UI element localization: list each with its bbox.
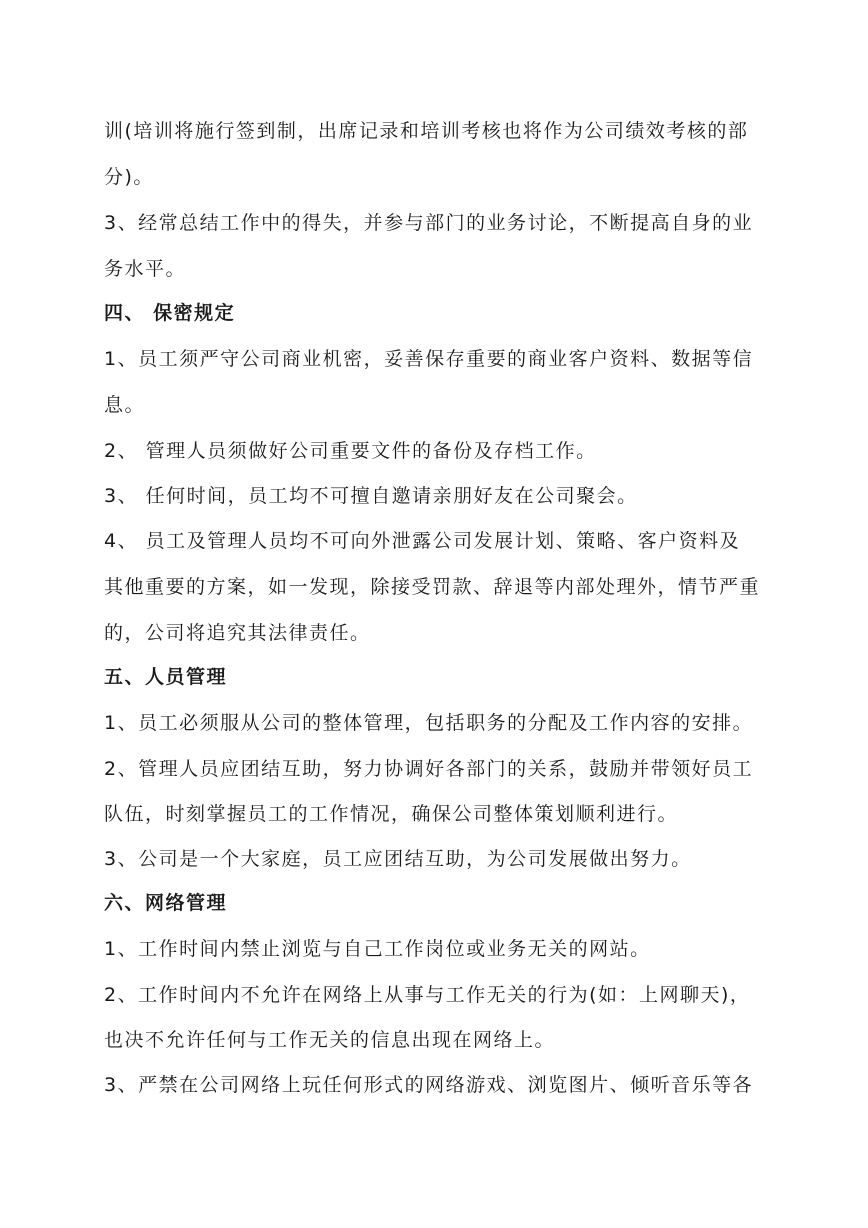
paragraph-line: 4、 员工及管理人员均不可向外泄露公司发展计划、策略、客户资料及	[104, 530, 741, 552]
section-heading: 五、人员管理	[104, 666, 228, 688]
paragraph-line: 1、工作时间内禁止浏览与自己工作岗位或业务无关的网站。	[104, 938, 651, 960]
paragraph-line: 3、 任何时间，员工均不可擅自邀请亲朋好友在公司聚会。	[104, 485, 638, 507]
paragraph-line: 2、管理人员应团结互助，努力协调好各部门的关系，鼓励并带领好员工	[104, 758, 754, 780]
paragraph-line: 息。	[104, 394, 146, 416]
paragraph-line: 3、经常总结工作中的得失，并参与部门的业务讨论，不断提高自身的业	[104, 212, 754, 234]
paragraph-line: 的，公司将追究其法律责任。	[104, 622, 371, 644]
paragraph-line: 其他重要的方案，如一发现，除接受罚款、辞退等内部处理外，情节严重	[104, 576, 761, 598]
paragraph-line: 2、工作时间内不允许在网络上从事与工作无关的行为(如：上网聊天)，	[104, 984, 751, 1006]
section-heading: 六、网络管理	[104, 892, 228, 914]
paragraph-line: 务水平。	[104, 258, 187, 280]
paragraph-line: 3、严禁在公司网络上玩任何形式的网络游戏、浏览图片、倾听音乐等各	[104, 1074, 754, 1096]
paragraph-line: 1、员工必须服从公司的整体管理，包括职务的分配及工作内容的安排。	[104, 712, 754, 734]
section-heading: 四、 保密规定	[104, 302, 236, 324]
paragraph-line: 2、 管理人员须做好公司重要文件的备份及存档工作。	[104, 440, 597, 462]
paragraph-line: 1、员工须严守公司商业机密，妥善保存重要的商业客户资料、数据等信	[104, 348, 754, 370]
paragraph-line: 训(培训将施行签到制，出席记录和培训考核也将作为公司绩效考核的部	[104, 120, 749, 142]
paragraph-line: 分)。	[104, 166, 154, 188]
paragraph-line: 3、公司是一个大家庭，员工应团结互助，为公司发展做出努力。	[104, 848, 692, 870]
paragraph-line: 也决不允许任何与工作无关的信息出现在网络上。	[104, 1029, 556, 1051]
paragraph-line: 队伍，时刻掌握员工的工作情况，确保公司整体策划顺利进行。	[104, 803, 679, 825]
